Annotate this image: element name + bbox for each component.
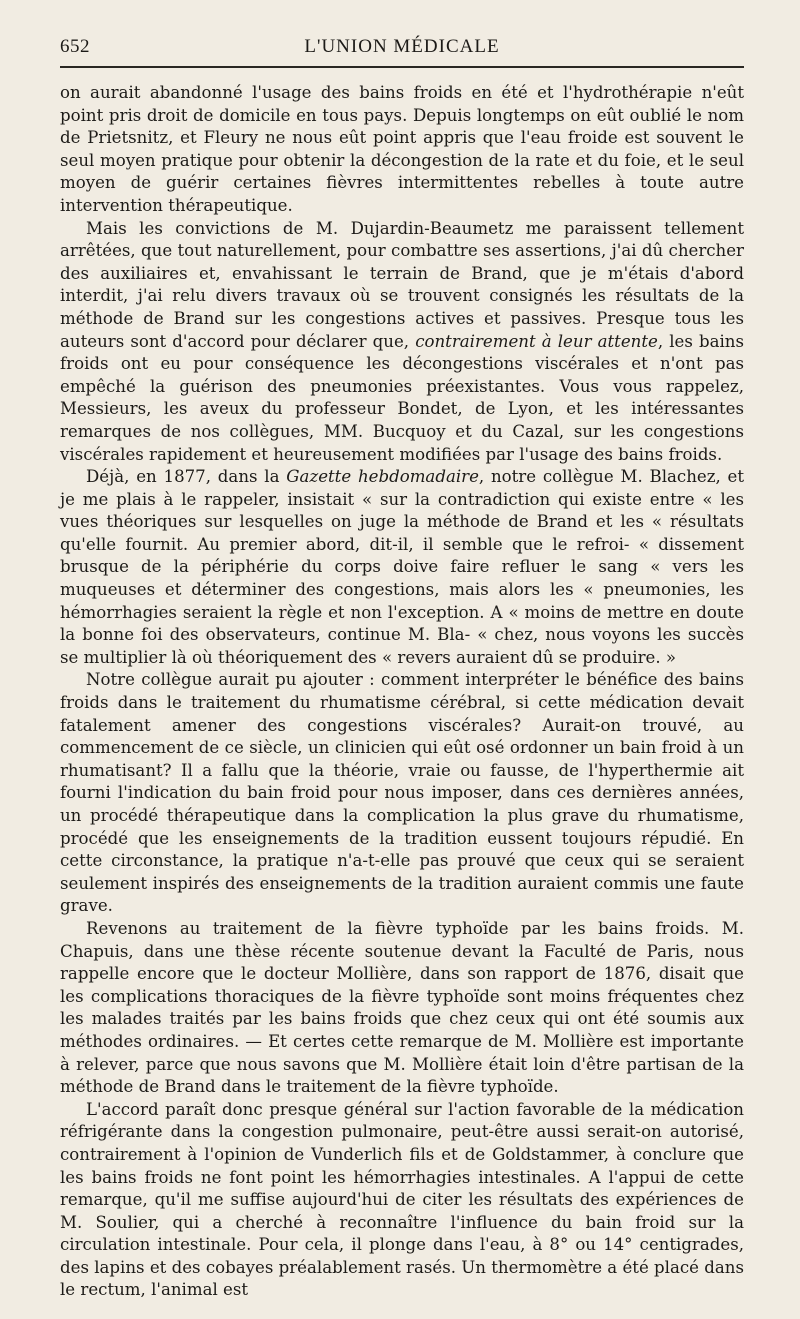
- paragraph: [60, 1099, 744, 1302]
- paragraph: [60, 82, 744, 218]
- text-run: Revenons au traitement de la fièvre typhoïde par les bains froids. M. Chapuis, dans une thèse récente soutenue devant la Faculté de Paris, nous rappelle encore que le docteur Mollière, dans son rapport de 1876, disait que les complications thoraciques de la fièvre typhoïde sont moins fréquentes chez les malades traités par les bains froids que chez ceux qui ont été soumis aux méthodes ordinaires. — Et certes cette remarque de M. Mollière est importante à relever, parce que nous savons que M. Mollière était loin d'être partisan de la méthode de Brand dans le traitement de la fièvre typhoïde.: [60, 918, 744, 1097]
- article-body: [60, 82, 744, 1302]
- text-run: L'accord paraît donc presque général sur l'action favorable de la médication réfrigérante dans la congestion pulmonaire, peut-être aussi serait-on autorisé, contrairement à l'opinion de Vunderlich fils et de Goldstammer, à conclure que les bains froids ne font point les hémorrhagies intestinales. A l'appui de cette remarque, qu'il me suffise aujourd'hui de citer les résultats des expériences de M. Soulier, qui a cherché à reconnaître l'influence du bain froid sur la circulation intestinale. Pour cela, il plonge dans l'eau, à 8° ou 14° centigrades, des lapins et des cobayes préalablement rasés. Un thermomètre a été placé dans le rectum, l'animal est: [60, 1099, 744, 1300]
- italic-phrase: Gazette hebdomadaire: [286, 467, 479, 487]
- text-run: , notre collègue M. Blachez, et je me plais à le rappeler, insistait « sur la contradiction qui existe entre « les vues théoriques sur lesquelles on juge la méthode de Brand et les « résultats qu'elle fournit. Au premier abord, dit-il, il semble que le refroi- « dissement brusque de la périphérie du corps doive faire refluer le sang « vers les muqueuses et déterminer des congestions, mais alors les « pneumonies, les hémorrhagies seraient la règle et non l'exception. A « moins de mettre en doute la bonne foi des observateurs, continue M. Bla- « chez, nous voyons les succès se multiplier là où théoriquement des « revers auraient dû se produire. »: [60, 467, 745, 667]
- page-number: 652: [60, 36, 90, 57]
- paragraph: [60, 466, 744, 669]
- paragraph: [60, 218, 744, 467]
- text-run: Déjà, en 1877, dans la: [86, 467, 287, 487]
- text-run: Notre collègue aurait pu ajouter : comment interpréter le bénéfice des bains froids dans le traitement du rhumatisme cérébral, si cette médication devait fatalement amener des congestions viscérales? Aurait-on trouvé, au commencement de ce siècle, un clinicien qui eût osé ordonner un bain froid à un rhumatisant? Il a fallu que la théorie, vraie ou fausse, de l'hyperthermie ait fourni l'indication du bain froid pour nous imposer, dans ces dernières années, un procédé thérapeutique dans la complication la plus grave du rhumatisme, procédé que les enseignements de la tradition eussent toujours répudié. En cette circonstance, la pratique n'a-t-elle pas prouvé que ceux qui se seraient seulement inspirés des enseignements de la tradition auraient commis une faute grave.: [60, 670, 744, 916]
- page-header: [60, 32, 744, 62]
- text-run: , les bains froids ont eu pour conséquence les décongestions viscérales et n'ont pas empêché la guérison des pneumonies préexistantes. Vous vous rappelez, Messieurs, les aveux du professeur Bondet, de Lyon, et les intéressantes remarques de nos collègues, MM. Bucquoy et du Cazal, sur les congestions viscérales rapidement et heureusement modifiées par l'usage des bains froids.: [60, 331, 745, 464]
- text-run: Mais les convictions de M. Dujardin-Beaumetz me paraissent tellement arrêtées, que tout naturellement, pour combattre ses assertions, j'ai dû chercher des auxiliaires et, envahissant le terrain de Brand, que je m'étais d'abord interdit, j'ai relu divers travaux où se trouvent consignés les résultats de la méthode de Brand sur les congestions actives et passives. Presque tous les auteurs sont d'accord pour déclarer que,: [60, 218, 744, 351]
- italic-phrase: contrairement à leur attente: [415, 331, 658, 351]
- header-rule: [60, 66, 744, 68]
- paragraph: [60, 669, 744, 918]
- document-page: [60, 32, 744, 1302]
- journal-title: L'UNION MÉDICALE: [304, 36, 500, 57]
- paragraph: [60, 918, 744, 1099]
- text-run: on aurait abandonné l'usage des bains froids en été et l'hydrothérapie n'eût point pris droit de domicile en tous pays. Depuis longtemps on eût oublié le nom de Prietsnitz, et Fleury ne nous eût point appris que l'eau froide est souvent le seul moyen pratique pour obtenir la décongestion de la rate et du foie, et le seul moyen de guérir certaines fièvres intermittentes rebelles à toute autre intervention thérapeutique.: [60, 83, 744, 215]
